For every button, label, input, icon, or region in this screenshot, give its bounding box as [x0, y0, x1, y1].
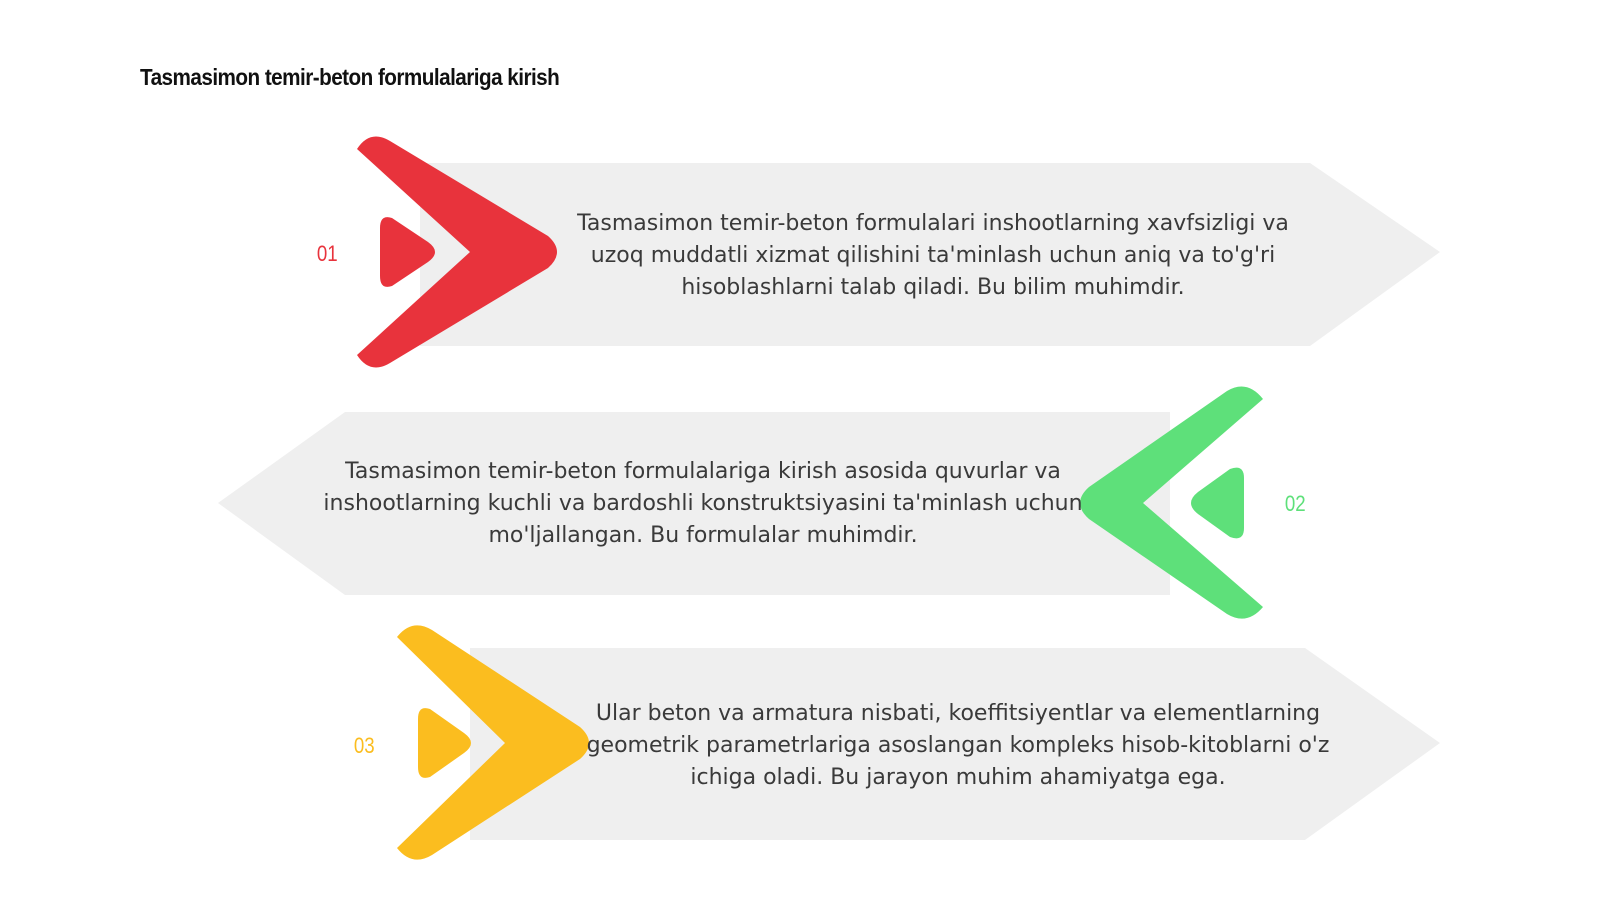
step-3-text: Ular beton va armatura nisbati, koeffitsiyentlar va elementlarning geometrik parametrlariga asoslangan kompleks hisob-kitoblarni o'z ichiga oladi. Bu jarayon muhim ahamiyatga ega. [586, 701, 1330, 790]
step-1-text: Tasmasimon temir-beton formulalari inshootlarning xavfsizligi va uzoq muddatli xizmat qilishini ta'minlash uchun aniq va to'g'ri hisoblashlarni talab qiladi. Bu bilim muhimdir. [577, 211, 1289, 300]
step-2-number: 02 [1284, 491, 1306, 516]
step-2-play-icon [1191, 468, 1244, 539]
step-1-number: 01 [316, 241, 338, 266]
step-2-text: Tasmasimon temir-beton formulalariga kirish asosida quvurlar va inshootlarning kuchli va bardoshli konstruktsiyasini ta'minlash uchun mo'ljallangan. Bu formulalar muhimdir. [323, 459, 1083, 548]
page-title: Tasmasimon temir-beton formulalariga kirish [140, 64, 560, 90]
step-3-number: 03 [353, 733, 375, 758]
step-3-play-icon [418, 708, 471, 778]
